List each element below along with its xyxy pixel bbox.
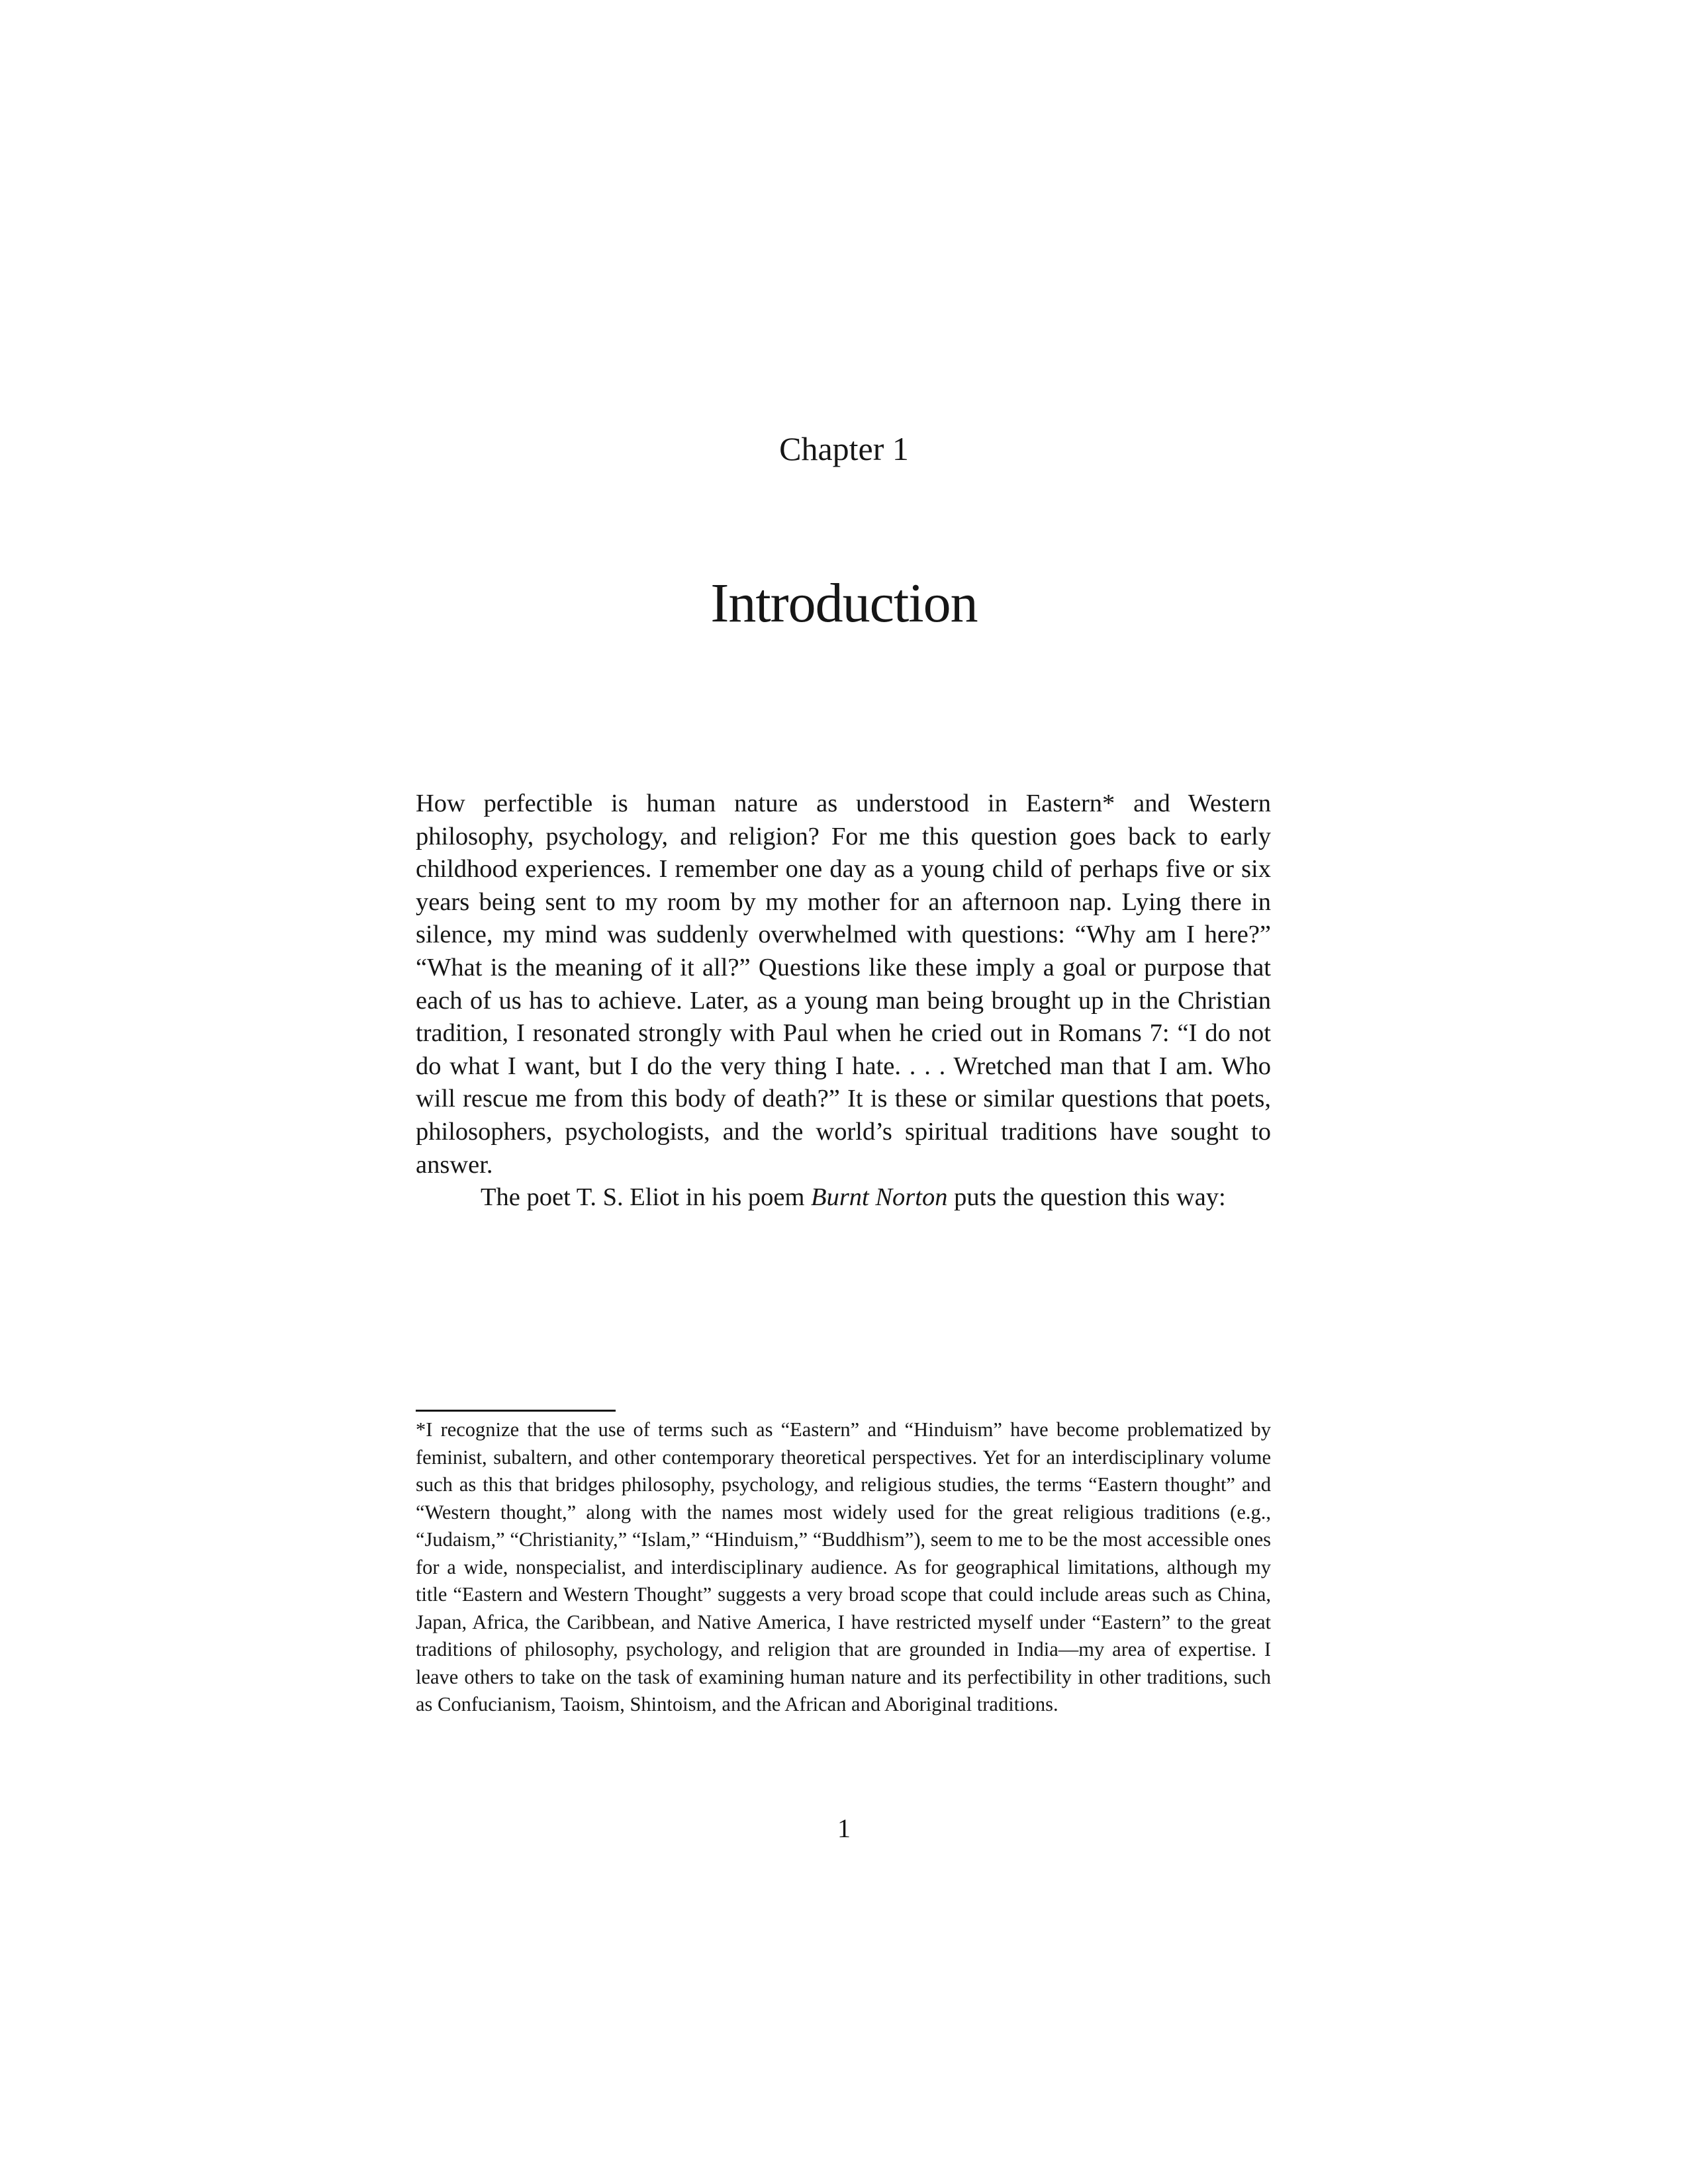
body-text [416,788,1271,1214]
footnote-divider [416,1410,616,1412]
chapter-title: Introduction [710,572,978,634]
chapter-label: Chapter 1 [779,430,909,467]
page-number: 1 [837,1813,851,1843]
paragraph-1: How perfectible is human nature as understood in Eastern* and Western philosophy, psychology, and religion? For me this question goes back to early childhood experiences. I remember one day as a young child of perhaps five or six years being sent to my room by my mother for an afternoon nap. Lying there in silence, my mind was suddenly overwhelmed with questions: “Why am I here?” “What is the meaning of it all?” Questions like these imply a goal or purpose that each of us has to achieve. Later, as a young man being brought up in the Christian tradition, I resonated strongly with Paul when he cried out in Romans 7: “I do not do what I want, but I do the very thing I hate. . . . Wretched man that I am. Who will rescue me from this body of death?” It is these or similar questions that poets, philosophers, psychologists, and the world’s spiritual traditions have sought to answer. [416,790,1271,1179]
footnote-text: *I recognize that the use of terms such as “Eastern” and “Hinduism” have become problematized by feminist, subaltern, and other contemporary theoretical perspectives. Yet for an interdisciplinary volume such as this that bridges philosophy, psychology, and religious studies, the terms “Eastern thought” and “Western thought,” along with the names most widely used for the great religious traditions (e.g., “Judaism,” “Christianity,” “Islam,” “Hinduism,” “Buddhism”), seem to me to be the most accessible ones for a wide, nonspecialist, and interdisciplinary audience. As for geographical limitations, although my title “Eastern and Western Thought” suggests a very broad scope that could include areas such as China, Japan, Africa, the Caribbean, and Native America, I have restricted myself under “Eastern” to the great traditions of philosophy, psychology, and religion that are grounded in India—my area of expertise. I leave others to take on the task of examining human nature and its perfectibility in other traditions, such as Confucianism, Taoism, Shintoism, and the African and Aboriginal traditions. [416,1418,1271,1715]
paragraph-2-text-start: The poet T. S. Eliot in his poem [481,1183,812,1212]
paragraph-2-text-end: puts the question this way: [947,1183,1226,1212]
paragraph-2 [416,1181,1271,1214]
footnote [416,1416,1271,1719]
poem-title: Burnt Norton [811,1183,948,1212]
